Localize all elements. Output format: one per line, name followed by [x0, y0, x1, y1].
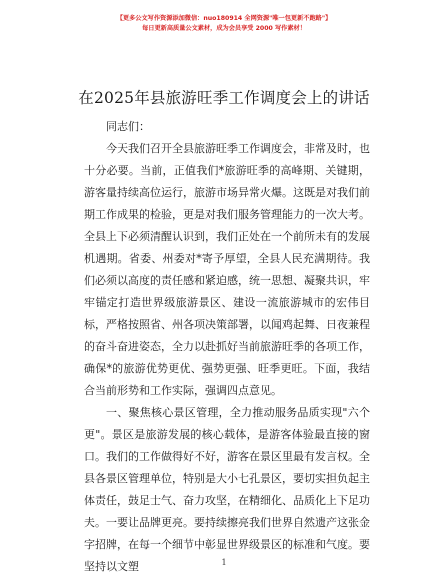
paragraph-intro: 今天我们召开全县旅游旺季工作调度会，非常及时，也十分必要。当前，正值我们*旅游旺季的高峰期、关键期，游客量持续高位运行，旅游市场异常火爆。这既是对我们前期工作成果的检验，更是对我们服务管理能力的一次大考。全县上下必须清醒认识到，我们正处在一个前所未有的发展机遇期。省委、州委对*寄予厚望，全县人民充满期待。我们必须以高度的责任感和紧迫感，统一思想、凝聚共识，牢牢锚定打造世界级旅游景区、建设一流旅游城市的宏伟目标，严格按照省、州各项决策部署，以闻鸡起舞、日夜兼程的奋斗奋进姿态，全力以赴抓好当前旅游旺季的各项工作，确保*的旅游优势更优、强势更强、旺季更旺。下面，我结合当前形势和工作实际，强调四点意见。 [84, 142, 370, 397]
header-subtitle-line: 每日更新高质量公文素材，成为会员享受 2000 写作素材！ [142, 25, 306, 32]
paragraph-section-one: 一、聚焦核心景区管理，全力推动服务品质实现"六个更"。景区是旅游发展的核心载体，是游客体验最直接的窗口。我们的工作做得好不好，游客在景区里最有发言权。全县各景区管理单位，特别是大小七孔景区，要切实担负起主体责任，鼓足士气、奋力攻坚，在精细化、品质化上下足功夫。一要让品牌更亮。要持续擦亮我们世界自然遗产这张金字招牌，在每一个细节中彰显世界级景区的标准和气度。要坚持以文塑 [84, 406, 370, 573]
page-number: 1 [221, 558, 227, 567]
header-promo-line: 【更多公文写作资源添加微信：nuo180914 全网资源"唯一包更新不跑路"】 [116, 15, 332, 22]
salutation: 同志们： [106, 120, 150, 133]
page-header [0, 14, 448, 34]
document-body [84, 116, 370, 578]
document-title: 在2025年县旅游旺季工作调度会上的讲话 [78, 89, 370, 107]
